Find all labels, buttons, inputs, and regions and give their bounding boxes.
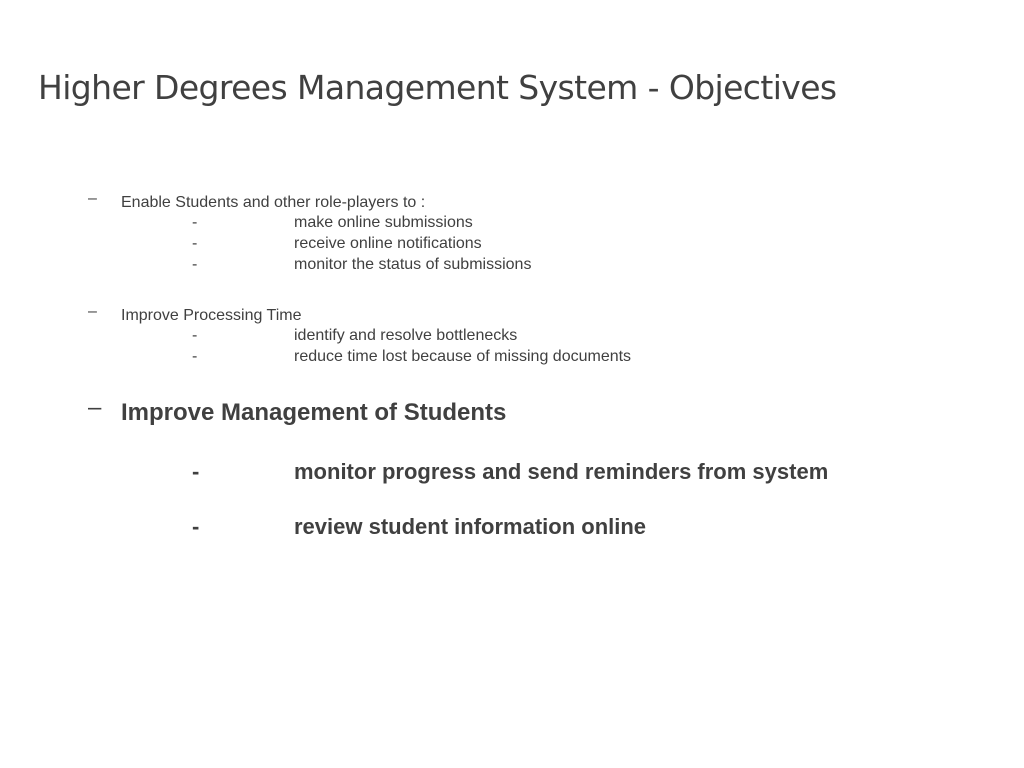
objective-heading: Enable Students and other role-players to :	[121, 194, 426, 211]
bullet-dash: –	[88, 394, 102, 421]
sub-bullet-text: receive online notifications	[294, 235, 482, 252]
sub-bullet-marker: -	[192, 214, 198, 231]
sub-bullet-marker: -	[192, 235, 198, 252]
slide-title: Higher Degrees Management System - Objectives	[38, 68, 837, 107]
sub-bullet-marker: -	[192, 459, 200, 484]
sub-bullet-text: monitor progress and send reminders from system	[294, 459, 829, 484]
sub-bullet-text: reduce time lost because of missing documents	[294, 348, 632, 365]
sub-bullet-marker: -	[192, 327, 198, 344]
sub-bullet-marker: -	[192, 256, 198, 273]
sub-bullet-marker: -	[192, 514, 200, 539]
sub-bullet-text: identify and resolve bottlenecks	[294, 327, 518, 344]
sub-bullet-text: make online submissions	[294, 214, 473, 231]
bullet-dash: –	[88, 190, 97, 207]
sub-bullet-text: review student information online	[294, 514, 647, 539]
sub-bullet-marker: -	[192, 348, 198, 365]
bullet-dash: –	[88, 303, 97, 320]
sub-bullet-text: monitor the status of submissions	[294, 256, 532, 273]
objective-heading: Improve Management of Students	[121, 399, 507, 426]
objective-heading: Improve Processing Time	[121, 307, 302, 324]
